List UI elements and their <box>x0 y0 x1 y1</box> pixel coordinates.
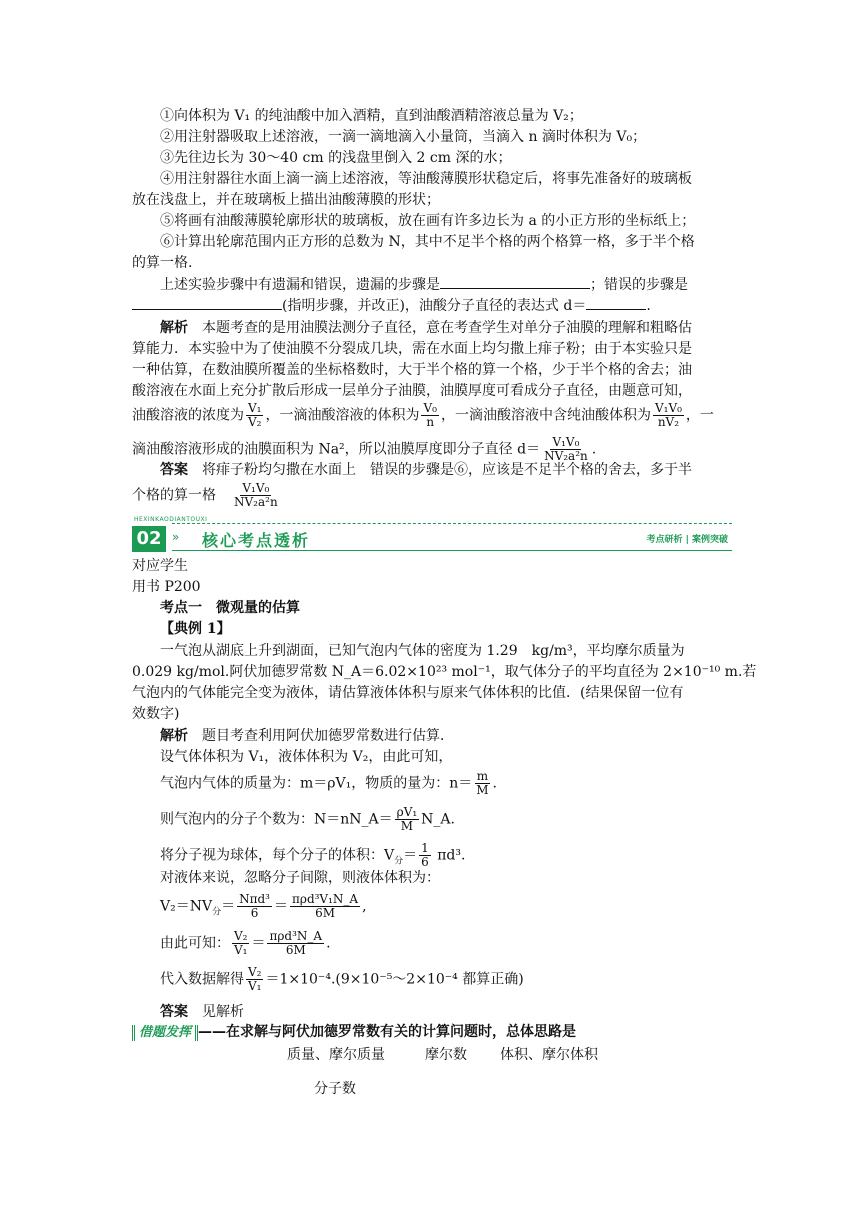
answer-1-line-2: 个格的算一格 $\frac{\text{V₁V₀}}{\text{NV₂a²n}}$ <box>132 481 278 509</box>
analysis-1-line-3: 一种估算，在数油膜所覆盖的坐标格数时，大于半个格的算一个格，少于半个格的舍去；油 <box>132 362 692 378</box>
chevron-right-icon: » <box>172 530 180 544</box>
flow-mass: 质量、摩尔质量 <box>287 1047 385 1063</box>
section-banner <box>132 516 732 552</box>
fraction-moles: $\frac{m}{M}$ <box>476 769 489 797</box>
step-5: ⑤将画有油酸薄膜轮廓形状的玻璃板，放在画有许多边长为 a 的小正方形的坐标纸上； <box>160 213 696 229</box>
flow-molecule-count: 分子数 <box>314 1081 356 1097</box>
analysis-1-line-1: 解析 本题考查的是用油膜法测分子直径，意在考查学生对单分子油膜的理解和粗略估 <box>160 320 692 336</box>
banner-rule-bottom <box>172 550 732 551</box>
step-6: ⑥计算出轮廓范围内正方形的总数为 N，其中不足半个格的两个格算一格，多于半个格 <box>160 234 695 250</box>
tip-tag: 借题发挥 <box>132 1025 198 1041</box>
analysis-2-line-8: 代入数据解得 $\frac{\text{V₂}}{\text{V₁}}$ ＝1×10⁻⁴.(9×10⁻⁵～2×10⁻⁴ 都算正确) <box>160 965 524 993</box>
banner-rule-top <box>172 523 732 524</box>
analysis-1-line-5: 油酸溶液的浓度为 $\frac{\text{V₁}}{\text{V₂}}$ ，一滴油酸溶液的体积为 $\frac{\text{V₀}}{n}$ ，一滴油酸溶液中含纯油酸体积为 $\frac{\text{V₁V₀}}{\text{nV₂}}$ ，一 <box>132 401 714 429</box>
step-2: ②用注射器吸取上述溶液，一滴一滴地滴入小量筒，当滴入 n 滴时体积为 V₀； <box>160 129 647 145</box>
step-4-cont: 放在浅盘上，并在玻璃板上描出油酸薄膜的形状； <box>132 192 440 208</box>
analysis-2-line-3: 则气泡内的分子个数为：N＝nN_A＝ $\frac{\text{ρV₁}}{M}$ N_A. <box>160 805 455 833</box>
problem-line-1: 一气泡从湖底上升到湖面，已知气泡内气体的密度为 1.29 kg/m³，平均摩尔质量为 <box>160 643 685 659</box>
flow-moles: 摩尔数 <box>425 1047 467 1063</box>
blank-missing-step[interactable] <box>440 274 590 289</box>
fraction-ratio-formula: $\frac{\text{πρd³N\_A}}{6M}$ <box>269 929 323 957</box>
point-title: 考点一 微观量的估算 <box>160 600 300 616</box>
step-4: ④用注射器往水面上滴一滴上述溶液，等油酸薄膜形状稳定后，将事先准备好的玻璃板 <box>160 171 692 187</box>
blank-expression[interactable] <box>586 295 646 310</box>
analysis-1-line-4: 酸溶液在水面上充分扩散后形成一层单分子油膜，油膜厚度可看成分子直径，由题意可知， <box>132 383 692 399</box>
analysis-1-line-6: 滴油酸溶液形成的油膜面积为 Na²，所以油膜厚度即分子直径 d＝ $\frac{\text{V₁V₀}}{\text{NV₂a²n}}$ . <box>132 435 597 463</box>
textbook-ref-2: 用书 P200 <box>132 579 201 595</box>
step-3: ③先往边长为 30～40 cm 的浅盘里倒入 2 cm 深的水； <box>160 150 512 166</box>
tip-line: 借题发挥 ——在求解与阿伏加德罗常数有关的计算问题时，总体思路是 <box>132 1022 576 1042</box>
fraction-pure-volume: $\frac{\text{V₁V₀}}{\text{nV₂}}$ <box>654 401 682 429</box>
analysis-2-line-4: 将分子视为球体，每个分子的体积：$V_分=$ $\frac{1}{6}$ πd³. <box>160 841 466 869</box>
analysis-label: 解析 <box>160 320 188 336</box>
analysis-2-line-7: 由此可知： $\frac{\text{V₂}}{\text{V₁}}$ ＝ $\frac{\text{πρd³N\_A}}{6M}$ . <box>160 929 331 957</box>
fraction-liquid-volume-a: $\frac{\text{Nπd³}}{6}$ <box>239 892 270 920</box>
analysis-1-line-2: 算能力．本实验中为了使油膜不分裂成几块，需在水面上均匀撒上痱子粉；由于本实验只是 <box>132 341 692 357</box>
question-line-2: (指明步骤，并改正)，油酸分子直径的表达式 d＝ . <box>132 295 651 316</box>
analysis-label: 解析 <box>160 728 188 744</box>
example-label: 【典例 1】 <box>160 621 231 637</box>
fraction-answer-diameter: $\frac{\text{V₁V₀}}{\text{NV₂a²n}}$ <box>234 481 278 509</box>
fraction-liquid-volume-b: $\frac{\text{πρd³V₁N\_A}}{6M}$ <box>292 892 359 920</box>
fraction-result-ratio: $\frac{\text{V₂}}{\text{V₁}}$ <box>248 965 262 993</box>
question-line-1: 上述实验步骤中有遗漏和错误，遗漏的步骤是 ；错误的步骤是 <box>160 274 688 295</box>
problem-line-3: 气泡内的气体能完全变为液体，请估算液体体积与原来气体体积的比值．(结果保留一位有 <box>132 685 684 701</box>
analysis-2-line-5: 对液体来说，忽略分子间隙，则液体体积为： <box>160 870 440 886</box>
fraction-drop-volume: $\frac{\text{V₀}}{n}$ <box>423 401 437 429</box>
analysis-2-line-6: $V_2=NV_分=$ $\frac{\text{Nπd³}}{6}$ ＝ $\frac{\text{πρd³V₁N\_A}}{6M}$ , <box>160 892 367 920</box>
section-title: 核心考点透析 <box>202 531 311 550</box>
answer-label: 答案 <box>160 1004 188 1020</box>
section-number-badge: 02 <box>132 526 166 552</box>
fraction-volume-ratio: $\frac{\text{V₂}}{\text{V₁}}$ <box>234 929 248 957</box>
banner-pinyin: HEXINKAODIANTOUXI <box>134 516 208 523</box>
fraction-diameter: $\frac{\text{V₁V₀}}{\text{NV₂a²n}}$ <box>544 435 588 463</box>
analysis-2-line-2: 气泡内气体的质量为：m＝ρV₁，物质的量为：n＝ $\frac{m}{M}$ . <box>160 769 497 797</box>
fraction-concentration: $\frac{\text{V₁}}{\text{V₂}}$ <box>248 401 262 429</box>
section-subtitle: 考点研析 | 案例突破 <box>646 535 728 545</box>
textbook-ref-1: 对应学生 <box>132 558 188 574</box>
fraction-molecule-count: $\frac{\text{ρV₁}}{M}$ <box>396 805 418 833</box>
problem-line-4: 效数字) <box>132 706 180 722</box>
fraction-one-sixth: $\frac{1}{6}$ <box>421 841 429 869</box>
flow-volume: 体积、摩尔体积 <box>500 1047 598 1063</box>
step-6-cont: 的算一格. <box>132 255 193 271</box>
answer-2: 答案 见解析 <box>160 1004 244 1020</box>
analysis-2-intro: 解析 题目考查利用阿伏加德罗常数进行估算． <box>160 728 454 744</box>
answer-label: 答案 <box>160 462 188 478</box>
analysis-2-line-1: 设气体体积为 V₁，液体体积为 V₂，由此可知， <box>160 749 453 765</box>
answer-1-line-1: 答案 将痱子粉均匀撒在水面上 错误的步骤是⑥，应该是不足半个格的舍去，多于半 <box>160 462 692 478</box>
blank-wrong-step[interactable] <box>132 295 282 310</box>
problem-line-2: 0.029 kg/mol.阿伏加德罗常数 N_A＝6.02×10²³ mol⁻¹，取气体分子的平均直径为 2×10⁻¹⁰ m.若 <box>132 664 757 680</box>
step-1: ①向体积为 V₁ 的纯油酸中加入酒精，直到油酸酒精溶液总量为 V₂； <box>160 108 583 124</box>
